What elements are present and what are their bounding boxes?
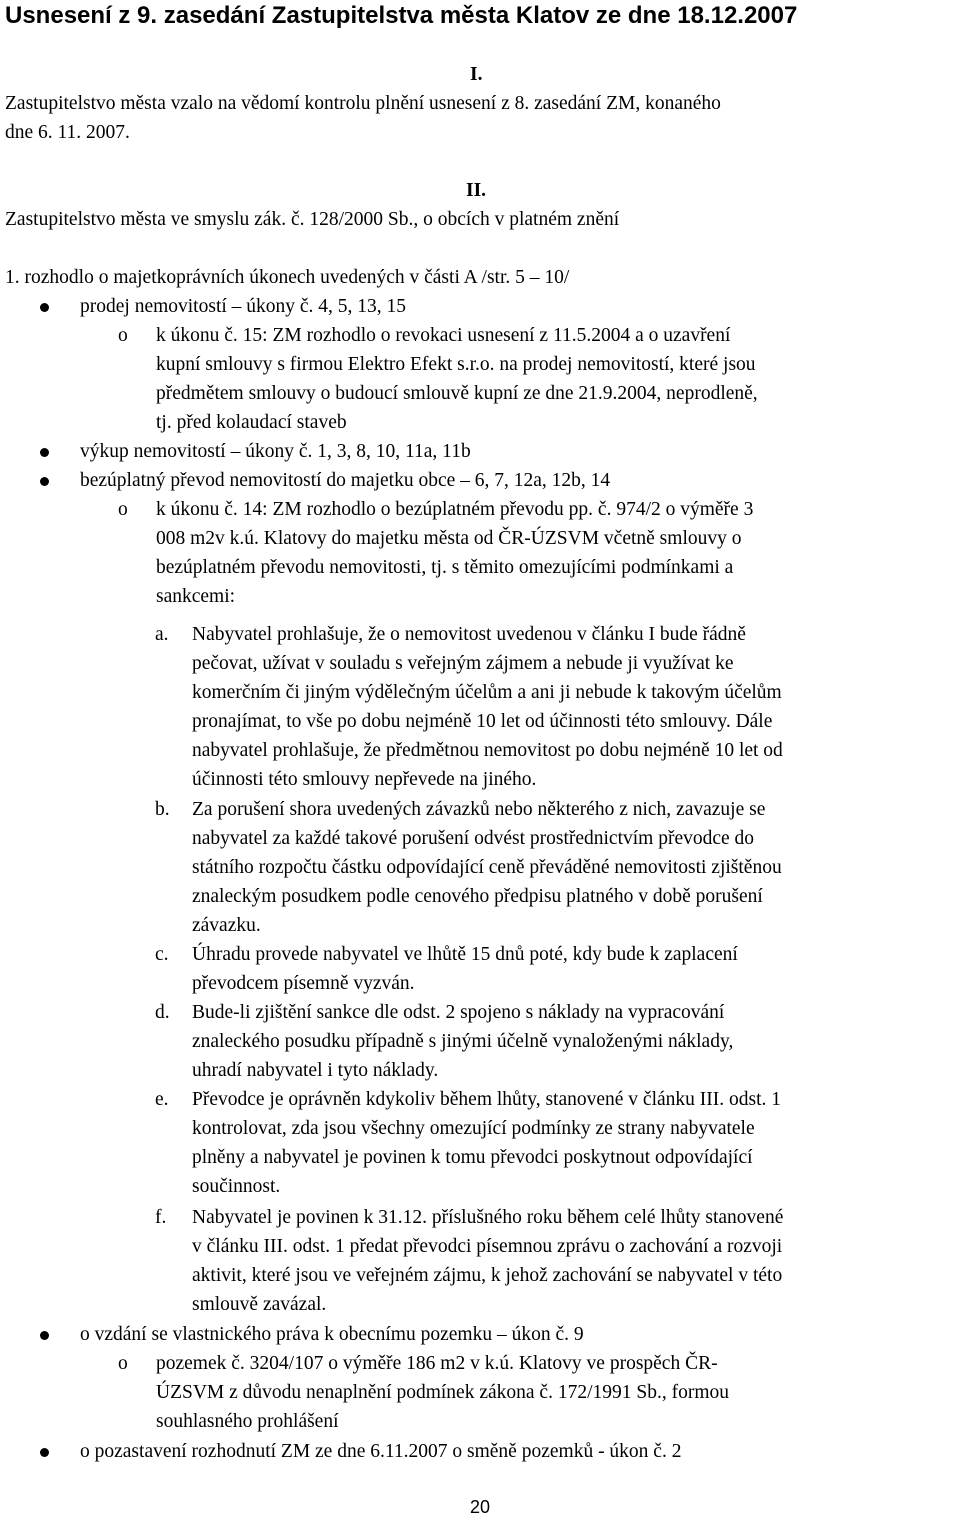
lettered-label-f: f. xyxy=(155,1207,167,1228)
numbered-item-1: 1. rozhodlo o majetkoprávních úkonech uvedených v části A /str. 5 – 10/ xyxy=(5,267,570,288)
bullet-icon xyxy=(40,448,49,457)
bullet-icon xyxy=(40,1331,49,1340)
condition-line: znaleckého posudku případně s jinými účelně vynaloženými náklady, xyxy=(192,1031,734,1052)
lettered-label-b: b. xyxy=(155,799,170,820)
paragraph-line: Zastupitelstvo města vzalo na vědomí kontrolu plnění usnesení z 8. zasedání ZM, konaného xyxy=(5,93,721,114)
sub-item-line: k úkonu č. 15: ZM rozhodlo o revokaci usnesení z 11.5.2004 a o uzavření xyxy=(156,325,731,346)
bullet-icon xyxy=(40,1448,49,1457)
paragraph-line: Zastupitelstvo města ve smyslu zák. č. 128/2000 Sb., o obcích v platném znění xyxy=(5,209,620,230)
condition-line: převodcem písemně vyzván. xyxy=(192,973,415,994)
sub-bullet-icon: o xyxy=(118,499,128,520)
condition-line: v článku III. odst. 1 předat převodci písemnou zprávu o zachování a rozvoji xyxy=(192,1236,783,1257)
sub-item-line: předmětem smlouvy o budoucí smlouvě kupní ze dne 21.9.2004, neprodleně, xyxy=(156,383,758,404)
sub-item-line: k úkonu č. 14: ZM rozhodlo o bezúplatném převodu pp. č. 974/2 o výměře 3 xyxy=(156,499,754,520)
bullet-item-text: bezúplatný převod nemovitostí do majetku obce – 6, 7, 12a, 12b, 14 xyxy=(80,470,611,491)
bullet-item-text: prodej nemovitostí – úkony č. 4, 5, 13, 15 xyxy=(80,296,407,317)
sub-item-line: sankcemi: xyxy=(156,586,236,607)
document-title: Usnesení z 9. zasedání Zastupitelstva města Klatov ze dne 18.12.2007 xyxy=(5,2,798,29)
bullet-item-text: výkup nemovitostí – úkony č. 1, 3, 8, 10, 11a, 11b xyxy=(80,441,471,462)
condition-line: Za porušení shora uvedených závazků nebo některého z nich, zavazuje se xyxy=(192,799,766,820)
sub-item-line: ÚZSVM z důvodu nenaplnění podmínek zákona č. 172/1991 Sb., formou xyxy=(156,1382,729,1403)
condition-line: státního rozpočtu částku odpovídající ceně převáděné nemovitosti zjištěnou xyxy=(192,857,782,878)
condition-line: Nabyvatel je povinen k 31.12. příslušného roku během celé lhůty stanovené xyxy=(192,1207,784,1228)
condition-line: Převodce je oprávněn kdykoliv během lhůty, stanovené v článku III. odst. 1 xyxy=(192,1089,781,1110)
lettered-label-e: e. xyxy=(155,1089,169,1110)
sub-item-line: tj. před kolaudací staveb xyxy=(156,412,347,433)
condition-line: znaleckým posudkem podle cenového předpisu platného v době porušení xyxy=(192,886,763,907)
sub-item-line: 008 m2v k.ú. Klatovy do majetku města od ČR-ÚZSVM včetně smlouvy o xyxy=(156,528,742,549)
lettered-label-a: a. xyxy=(155,624,169,645)
bullet-item-text: o pozastavení rozhodnutí ZM ze dne 6.11.2007 o směně pozemků - úkon č. 2 xyxy=(80,1441,682,1462)
condition-line: nabyvatel prohlašuje, že předmětnou nemovitost po dobu nejméně 10 let od xyxy=(192,740,783,761)
condition-line: kontrolovat, zda jsou všechny omezující podmínky ze strany nabyvatele xyxy=(192,1118,755,1139)
condition-line: pečovat, užívat v souladu s veřejným zájmem a nebude ji využívat ke xyxy=(192,653,734,674)
condition-line: aktivit, které jsou ve veřejném zájmu, k jehož zachování se nabyvatel v této xyxy=(192,1265,783,1286)
condition-line: závazku. xyxy=(192,915,261,936)
condition-line: pronajímat, to vše po dobu nejméně 10 let od účinnosti této smlouvy. Dále xyxy=(192,711,773,732)
sub-bullet-icon: o xyxy=(118,325,128,346)
sub-item-line: pozemek č. 3204/107 o výměře 186 m2 v k.ú. Klatovy ve prospěch ČR- xyxy=(156,1353,718,1374)
sub-bullet-icon: o xyxy=(118,1353,128,1374)
condition-line: účinnosti této smlouvy nepřevede na jiného. xyxy=(192,769,537,790)
sub-item-line: souhlasného prohlášení xyxy=(156,1411,339,1432)
page-number: 20 xyxy=(470,1497,491,1517)
condition-line: komerčním či jiným výdělečným účelům a ani ji nebude k takovým účelům xyxy=(192,682,782,703)
section-heading-1: I. xyxy=(470,64,483,85)
condition-line: smlouvě zavázal. xyxy=(192,1294,327,1315)
sub-item-line: kupní smlouvy s firmou Elektro Efekt s.r.o. na prodej nemovitostí, které jsou xyxy=(156,354,756,375)
condition-line: plněny a nabyvatel je povinen k tomu převodci poskytnout odpovídající xyxy=(192,1147,753,1168)
bullet-icon xyxy=(40,303,49,312)
paragraph-line: dne 6. 11. 2007. xyxy=(5,122,130,143)
condition-line: Bude-li zjištění sankce dle odst. 2 spojeno s náklady na vypracování xyxy=(192,1002,725,1023)
condition-line: uhradí nabyvatel i tyto náklady. xyxy=(192,1060,439,1081)
lettered-label-c: c. xyxy=(155,944,169,965)
sub-item-line: bezúplatném převodu nemovitosti, tj. s těmito omezujícími podmínkami a xyxy=(156,557,734,578)
condition-line: Úhradu provede nabyvatel ve lhůtě 15 dnů poté, kdy bude k zaplacení xyxy=(192,944,738,965)
condition-line: nabyvatel za každé takové porušení odvést prostřednictvím převodce do xyxy=(192,828,755,849)
bullet-item-text: o vzdání se vlastnického práva k obecnímu pozemku – úkon č. 9 xyxy=(80,1324,584,1345)
lettered-label-d: d. xyxy=(155,1002,170,1023)
bullet-icon xyxy=(40,477,49,486)
condition-line: Nabyvatel prohlašuje, že o nemovitost uvedenou v článku I bude řádně xyxy=(192,624,746,645)
section-heading-2: II. xyxy=(466,180,487,201)
condition-line: součinnost. xyxy=(192,1176,281,1197)
